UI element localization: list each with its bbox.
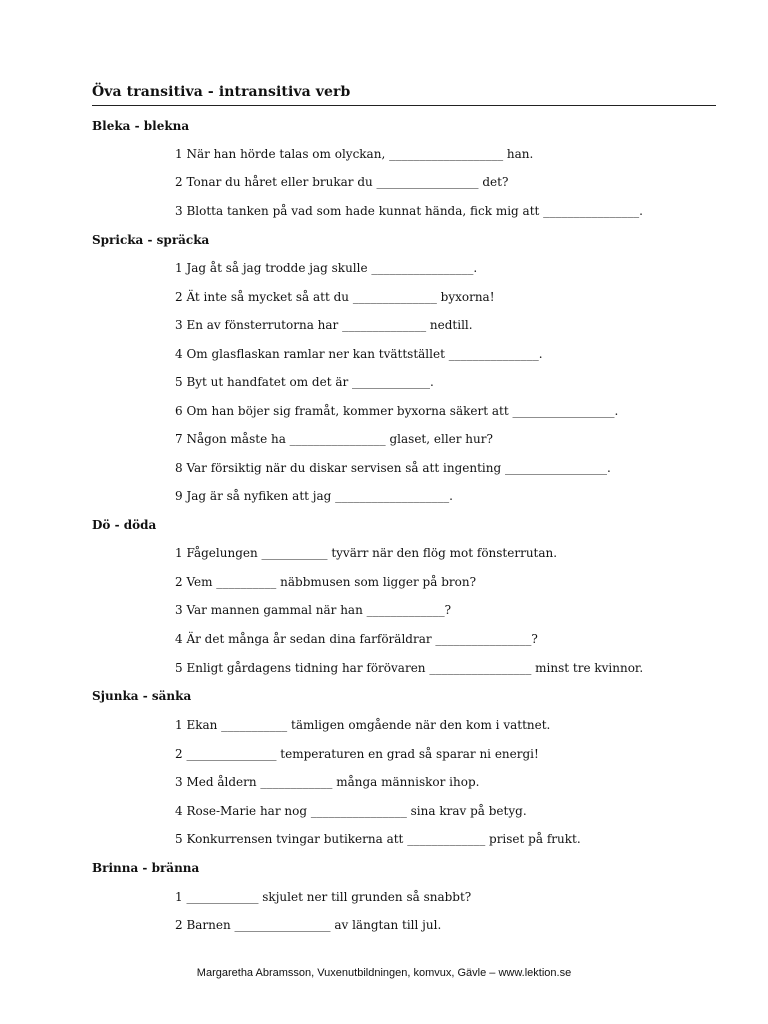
- exercise-line: 1 När han hörde talas om olyckan, ___________________ han.: [175, 147, 534, 161]
- exercise-line: 6 Om han böjer sig framåt, kommer byxorna säkert att _________________.: [175, 404, 619, 418]
- exercise-line: 2 Vem __________ näbbmusen som ligger på bron?: [175, 575, 477, 589]
- exercise-line: 5 Byt ut handfatet om det är _____________.: [175, 375, 434, 389]
- section-heading: Bleka - blekna: [92, 119, 190, 133]
- page-title: Öva transitiva - intransitiva verb: [92, 84, 351, 100]
- exercise-line: 4 Rose-Marie har nog ________________ sina krav på betyg.: [175, 804, 527, 818]
- exercise-line: 7 Någon måste ha ________________ glaset, eller hur?: [175, 432, 493, 446]
- exercise-line: 5 Enligt gårdagens tidning har förövaren _________________ minst tre kvinnor.: [175, 661, 644, 675]
- exercise-line: 1 Ekan ___________ tämligen omgående när den kom i vattnet.: [175, 718, 551, 732]
- exercise-line: 3 Var mannen gammal när han _____________?: [175, 603, 452, 617]
- exercise-line: 1 ____________ skjulet ner till grunden så snabbt?: [175, 890, 472, 904]
- exercise-line: 2 Tonar du håret eller brukar du _________________ det?: [175, 175, 509, 189]
- section-heading: Spricka - spräcka: [92, 233, 210, 247]
- exercise-line: 9 Jag är så nyfiken att jag ___________________.: [175, 489, 453, 503]
- exercise-line: 3 Med åldern ____________ många människor ihop.: [175, 775, 480, 789]
- exercise-line: 8 Var försiktig när du diskar servisen så att ingenting _________________.: [175, 461, 611, 475]
- exercise-line: 1 Fågelungen ___________ tyvärr när den flög mot fönsterrutan.: [175, 546, 558, 560]
- exercise-line: 4 Om glasflaskan ramlar ner kan tvättstället _______________.: [175, 347, 543, 361]
- exercise-line: 1 Jag åt så jag trodde jag skulle _________________.: [175, 261, 478, 275]
- exercise-line: 4 Är det många år sedan dina farföräldrar ________________?: [175, 632, 538, 646]
- title-divider: [92, 105, 716, 106]
- exercise-line: 5 Konkurrensen tvingar butikerna att _____________ priset på frukt.: [175, 832, 581, 846]
- section-heading: Dö - döda: [92, 518, 157, 532]
- exercise-line: 2 _______________ temperaturen en grad så sparar ni energi!: [175, 747, 539, 761]
- exercise-line: 2 Ät inte så mycket så att du ______________ byxorna!: [175, 290, 495, 304]
- exercise-line: 2 Barnen ________________ av längtan till jul.: [175, 918, 442, 932]
- page-footer: Margaretha Abramsson, Vuxenutbildningen, komvux, Gävle – www.lektion.se: [196, 967, 572, 979]
- section-heading: Brinna - bränna: [92, 861, 200, 875]
- section-heading: Sjunka - sänka: [92, 689, 192, 703]
- exercise-line: 3 En av fönsterrutorna har ______________ nedtill.: [175, 318, 473, 332]
- exercise-line: 3 Blotta tanken på vad som hade kunnat hända, fick mig att ________________.: [175, 204, 643, 218]
